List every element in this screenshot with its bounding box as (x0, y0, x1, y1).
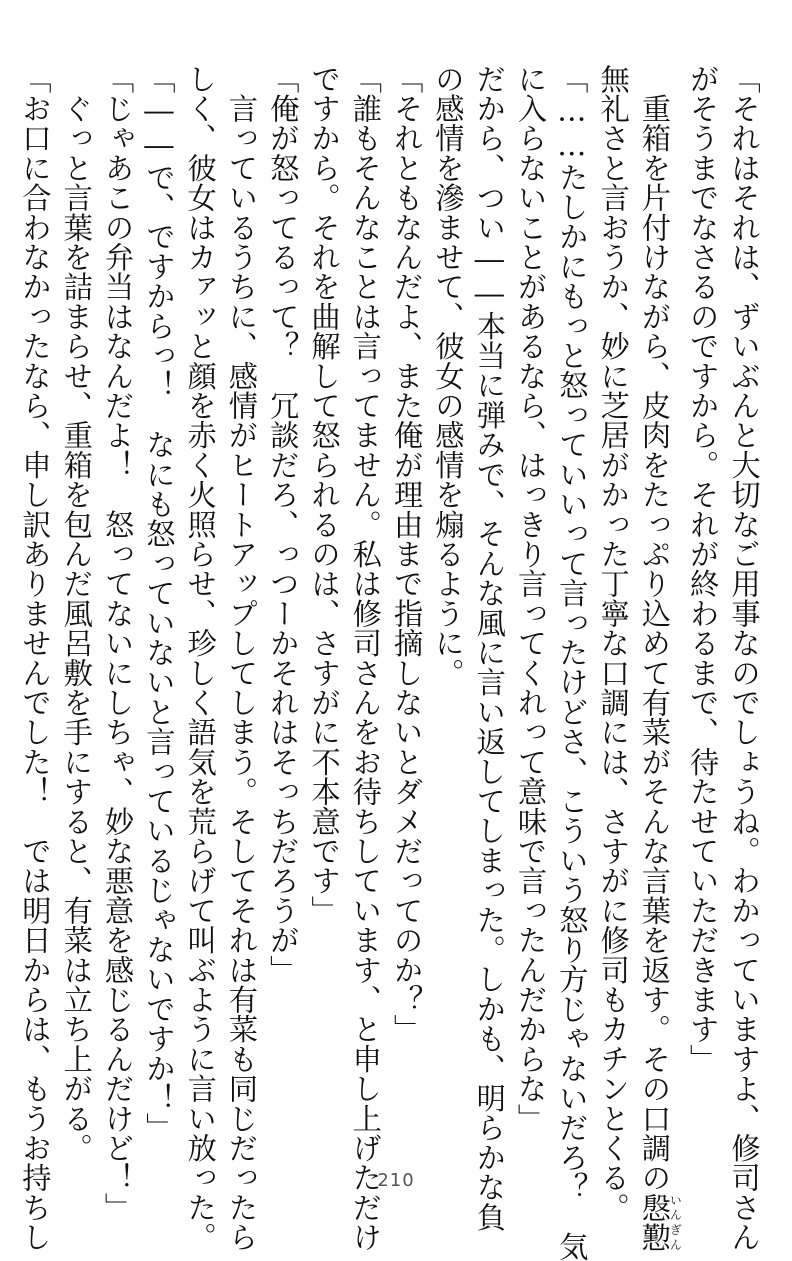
text-line: ですから。それを曲解して怒られるのは、さすがに不本意です」 (307, 64, 342, 926)
text-line: 「誰もそんなことは言ってません。私は修司さんをお待ちしています、と申し上げただけ (348, 64, 383, 1252)
text-line: だから、つい――本当に弾みで、そんな風に言い返してしまった。しかも、明らかな負 (472, 64, 507, 1232)
text-line: 「それはそれは、ずいぶんと大切なご用事なのでしょうね。わかっていますよ、修司さん (727, 64, 761, 1252)
text-line: 「お口に合わなかったなら、申し訳ありませんでした！ では明日からは、もうお持ちし (17, 64, 52, 1252)
text-line: 「俺が怒ってるって？ 冗談だろ、っつーかそれはそっちだろうが」 (265, 64, 300, 985)
text-line: ぐっと言葉を詰まらせ、重箱を包んだ風呂敷を手にすると、有菜は立ち上がる。 (59, 64, 94, 1163)
text-line: 無礼さと言おうか、妙に芝居がかった丁寧な口調には、さすがに修司もカチンとくる。 (596, 64, 631, 1223)
ruby-reading: いんぎん (668, 1192, 683, 1253)
text-line: に入らないことがあるなら、はっきり言ってくれって意味で言ったんだからな」 (513, 64, 548, 1134)
text-line: がそうまでなさるのですから。それが終わるまで、待たせていただきます」 (685, 64, 720, 1074)
text-line: 「それともなんだよ、また俺が理由まで指摘しないとダメだってのか？」 (389, 64, 424, 1045)
text-line: の感情を滲ませて、彼女の感情を煽るように。 (430, 64, 465, 688)
text-line: 重箱を片付けながら、皮肉をたっぷり込めて有菜がそんな言葉を返す。その口調の慇懃いんぎん (637, 64, 683, 1253)
text-line: 言っているうちに、感情がヒートアップしてしまう。そしてそれは有菜も同じだったら (224, 64, 259, 1252)
text-line: 「……たしかにもっと怒っていいって言ったけどさ、こういう怒り方じゃないだろ？ 気 (554, 64, 589, 1261)
ruby-annotation: 慇懃いんぎん (637, 1192, 683, 1253)
page-number: 210 (377, 1170, 415, 1191)
text-line: 「じゃあこの弁当はなんだよ！ 怒ってないにしちゃ、妙な悪意を感じるんだけど！」 (100, 64, 135, 1223)
text-line: 「――で、ですからっ！ なにも怒っていないと言っているじゃないですか！」 (141, 64, 176, 1143)
text-line: しく、彼女はカァッと顔を赤く火照らせ、珍しく語気を荒らげて叫ぶように言い放った。 (183, 64, 218, 1252)
